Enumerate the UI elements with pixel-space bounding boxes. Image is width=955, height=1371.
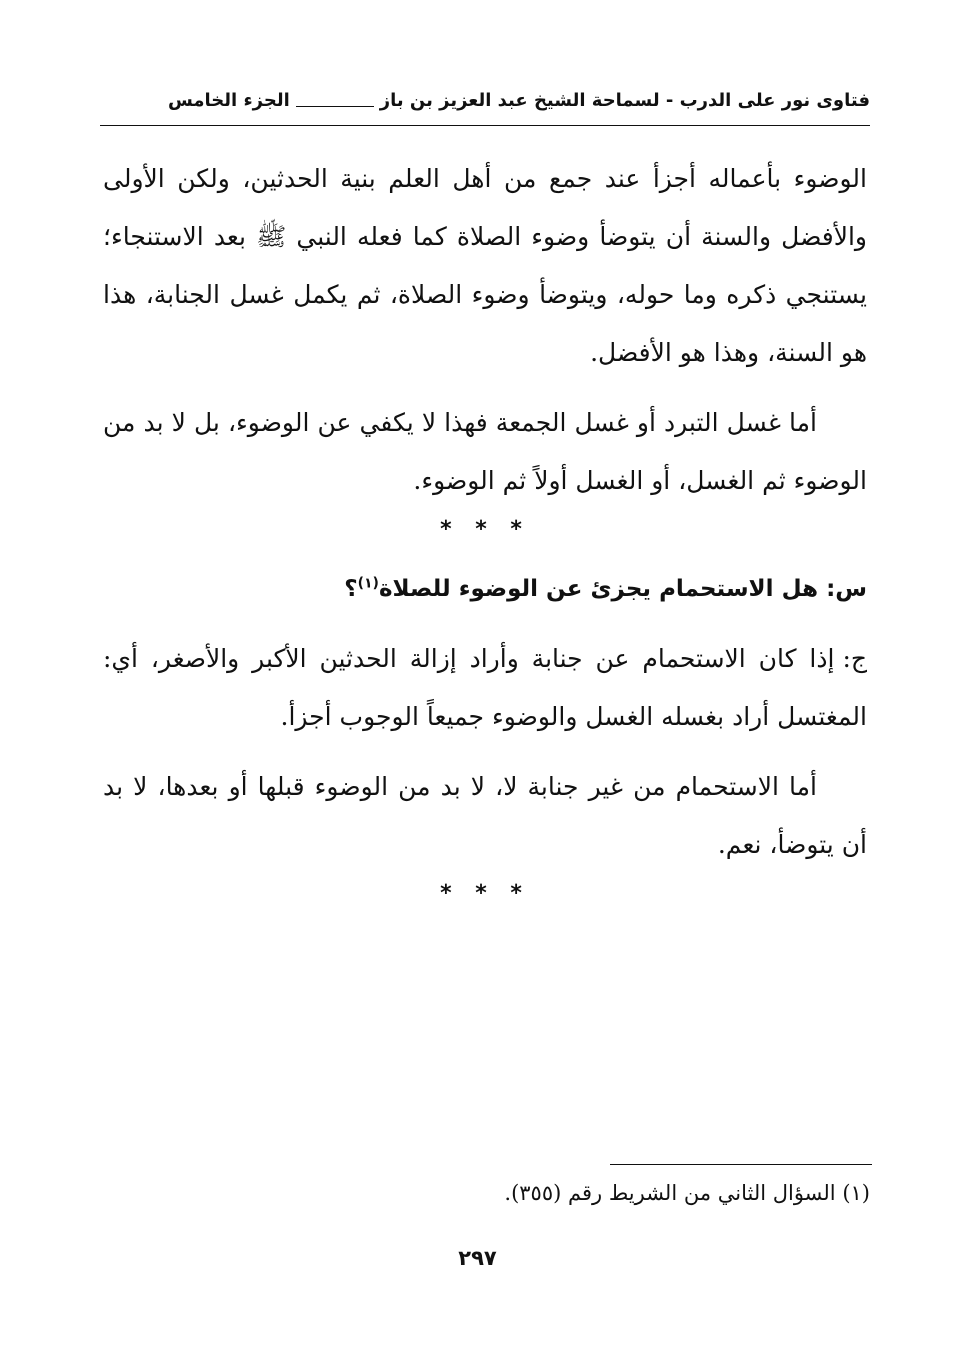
question-mark: ؟ <box>344 576 358 602</box>
answer-text: إذا كان الاستحمام عن جنابة وأراد إزالة الحدثين الأكبر والأصغر، أي: المغتسل أراد بغسله الغسل والوضوء جميعاً الوجوب أجزأ. <box>103 644 867 731</box>
question <box>103 560 867 618</box>
section-separator-end: * * * <box>440 881 530 906</box>
answer-label: ج: <box>842 644 867 673</box>
footnote: (١) السؤال الثاني من الشريط رقم (٣٥٥). <box>504 1181 870 1205</box>
running-header <box>100 90 870 111</box>
answer <box>103 630 867 746</box>
part-label: الجزء الخامس <box>167 90 290 111</box>
paragraph-1: الوضوء بأعماله أجزأ عند جمع من أهل العلم بنية الحدثين، ولكن الأولى والأفضل والسنة أن يتوضأ وضوء الصلاة كما فعله النبي ﷺ بعد الاستنجاء؛ يستنجي ذكره وما حوله، ويتوضأ وضوء الصلاة، ثم يكمل غسل الجنابة، هذا هو السنة، وهذا هو الأفضل. <box>103 164 867 367</box>
header-underline <box>100 125 870 126</box>
body-text <box>103 150 867 914</box>
section-separator: * * * <box>440 517 530 542</box>
book-title: فتاوى نور على الدرب - لسماحة الشيخ عبد العزيز بن باز <box>379 90 870 111</box>
question-label: س: <box>826 576 867 602</box>
page-number: ٢٩٧ <box>458 1246 497 1270</box>
question-text: هل الاستحمام يجزئ عن الوضوء للصلاة <box>378 576 819 602</box>
header-dash-rule <box>296 106 374 107</box>
footnote-reference[interactable]: (١) <box>357 575 379 592</box>
paragraph-3: أما الاستحمام من غير جنابة لا، لا بد من الوضوء قبلها أو بعدها، لا بد أن يتوضأ، نعم. <box>103 772 867 859</box>
paragraph-2: أما غسل التبرد أو غسل الجمعة فهذا لا يكفي عن الوضوء، بل لا بد من الوضوء ثم الغسل، أو الغسل أولاً ثم الوضوء. <box>103 408 867 495</box>
footnote-rule <box>610 1164 872 1165</box>
